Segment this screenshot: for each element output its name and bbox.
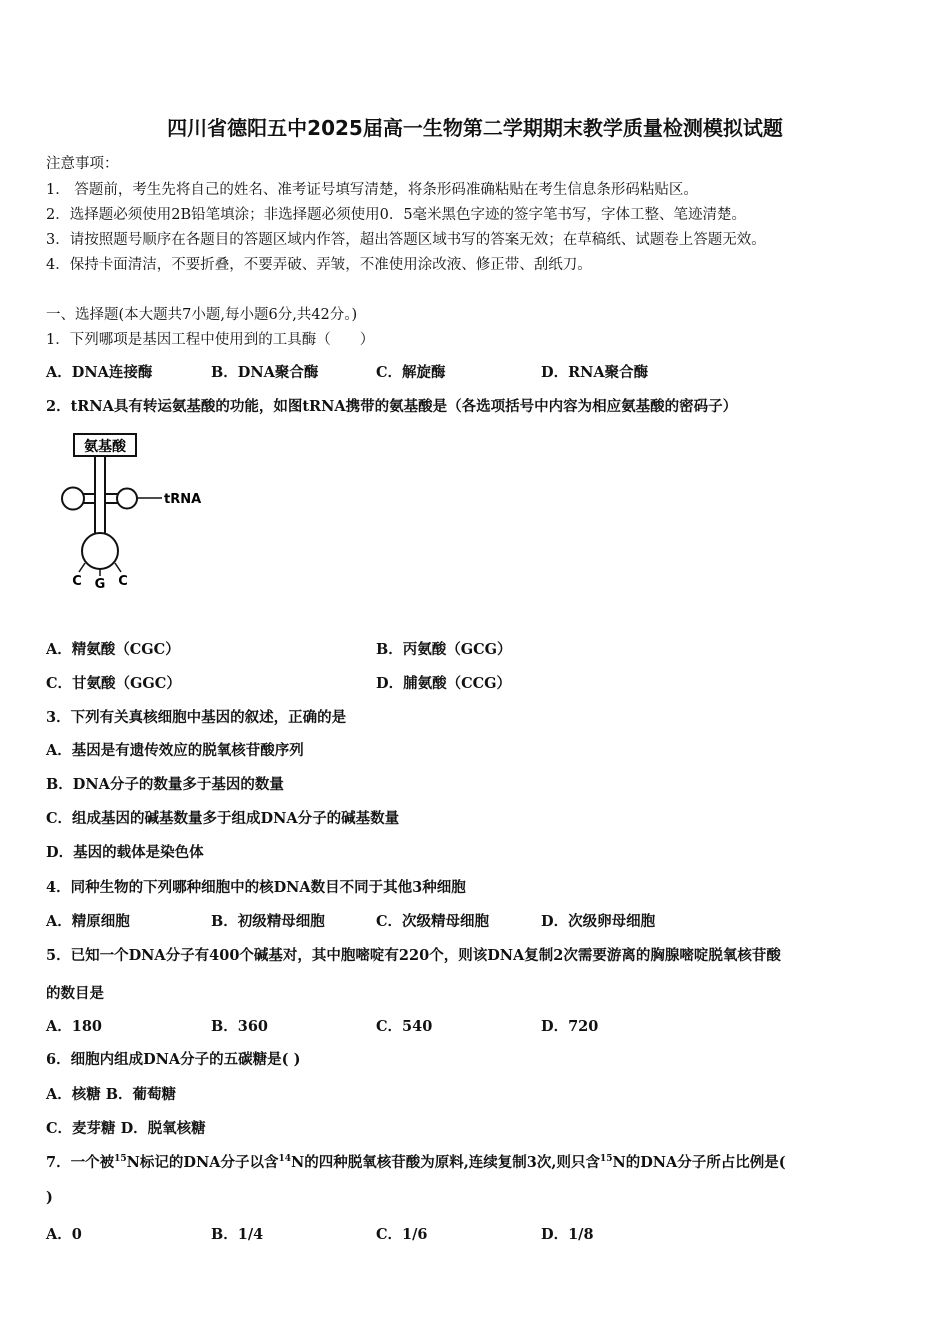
option-b: B．初级精母细胞 [211, 913, 325, 930]
anticodon-base: G [94, 577, 106, 592]
trna-label: tRNA [164, 492, 202, 507]
option-b: B．360 [211, 1018, 269, 1035]
question-stem: 6．细胞内组成DNA分子的五碳糖是( ) [46, 1051, 301, 1068]
option-b: B．丙氨酸（GCG） [376, 641, 512, 658]
option-a: A．精氨酸（CGC） [46, 641, 180, 658]
notice-item: 4．保持卡面清洁，不要折叠，不要弄破、弄皱，不准使用涂改液、修正带、刮纸刀。 [46, 257, 592, 273]
option-d: D．1/8 [541, 1226, 594, 1243]
option-b: B．DNA分子的数量多于基因的数量 [46, 776, 284, 793]
option-c: C．次级精母细胞 [376, 913, 490, 930]
option-d: D．脯氨酸（CCG） [376, 675, 512, 692]
option-a: A．精原细胞 [46, 913, 130, 930]
option-ab: A．核糖 B．葡萄糖 [46, 1086, 177, 1103]
option-d: D．基因的载体是染色体 [46, 844, 204, 861]
question-stem: 5．已知一个DNA分子有400个碱基对，其中胞嘧啶有220个，则该DNA复制2次需要游离的胸腺嘧啶脱氧核苷酸 [46, 947, 781, 964]
question-stem-cont: 的数目是 [46, 985, 104, 1002]
section-heading: 一、选择题(本大题共7小题,每小题6分,共42分。) [46, 307, 358, 323]
option-b: B．DNA聚合酶 [211, 364, 319, 381]
option-cd: C．麦芽糖 D．脱氧核糖 [46, 1120, 206, 1137]
option-c: C．1/6 [376, 1226, 428, 1243]
option-a: A．DNA连接酶 [46, 364, 153, 381]
option-c: C．组成基因的碱基数量多于组成DNA分子的碱基数量 [46, 810, 400, 827]
anticodon-base: C [72, 574, 82, 589]
notice-item: 3．请按照题号顺序在各题目的答题区域内作答，超出答题区域书写的答案无效；在草稿纸、试题卷上答题无效。 [46, 232, 766, 248]
question-stem: 7．一个被$^{15}$N标记的DNA分子以含$^{14}$N的四种脱氧核苷酸为原料,连续复制3次,则只含$^{15}$N的DNA分子所占比例是( [46, 1154, 786, 1171]
question-stem: 3．下列有关真核细胞中基因的叙述，正确的是 [46, 709, 347, 726]
option-a: A．180 [46, 1018, 103, 1035]
question-stem: 2．tRNA具有转运氨基酸的功能，如图tRNA携带的氨基酸是（各选项括号中内容为相应氨基酸的密码子） [46, 398, 738, 415]
question-stem: 1．下列哪项是基因工程中使用到的工具酶（ ） [46, 332, 375, 348]
option-d: D．720 [541, 1018, 599, 1035]
option-c: C．解旋酶 [376, 364, 446, 381]
question-stem: 4．同种生物的下列哪种细胞中的核DNA数目不同于其他3种细胞 [46, 879, 466, 896]
option-a: A．0 [46, 1226, 82, 1243]
question-stem-cont: ) [46, 1189, 53, 1206]
anticodon-base: C [118, 574, 128, 589]
page-title: 四川省德阳五中2025届高一生物第二学期期末教学质量检测模拟试题 [167, 116, 783, 140]
amino-acid-label: 氨基酸 [84, 439, 126, 455]
trna-figure [52, 430, 212, 595]
option-a: A．基因是有遗传效应的脱氧核苷酸序列 [46, 742, 304, 759]
notice-item: 1． 答题前，考生先将自己的姓名、准考证号填写清楚，将条形码准确粘贴在考生信息条形码粘贴区。 [46, 182, 698, 198]
option-c: C．甘氨酸（GGC） [46, 675, 181, 692]
option-c: C．540 [376, 1018, 433, 1035]
option-b: B．1/4 [211, 1226, 264, 1243]
option-d: D．次级卵母细胞 [541, 913, 656, 930]
notice-item: 2．选择题必须使用2B铅笔填涂；非选择题必须使用0．5毫米黑色字迹的签字笔书写，字体工整、笔迹清楚。 [46, 207, 747, 223]
notice-heading: 注意事项： [46, 156, 119, 172]
option-d: D．RNA聚合酶 [541, 364, 649, 381]
